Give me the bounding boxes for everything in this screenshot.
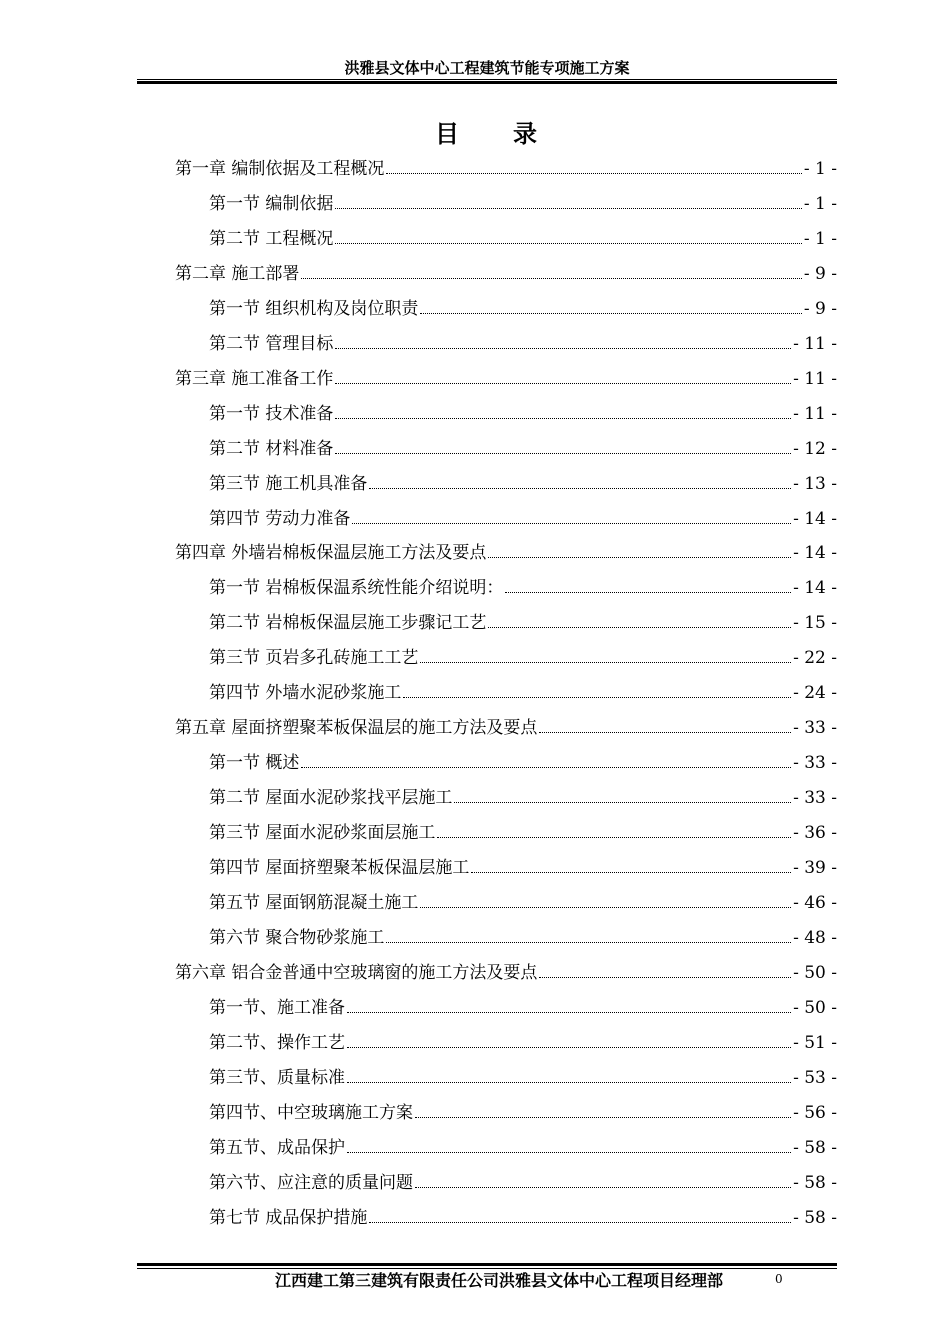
toc-entry-page: - 56 - (793, 1103, 837, 1123)
toc-entry-label: 第二节 工程概况 (209, 229, 334, 249)
toc-entry-page: - 33 - (793, 788, 837, 808)
header-rule-thick (137, 81, 837, 84)
toc-dot-leader (335, 347, 791, 349)
toc-entry-page: - 50 - (793, 998, 837, 1018)
toc-entry-label: 第三节 屋面水泥砂浆面层施工 (209, 823, 436, 843)
toc-entry-label: 第一节 组织机构及岗位职责 (209, 299, 419, 319)
toc-entry[interactable] (209, 891, 837, 915)
toc-entry-page: - 9 - (803, 264, 837, 284)
toc-entry[interactable] (209, 751, 837, 775)
toc-entry-label: 第三章 施工准备工作 (175, 369, 334, 389)
toc-entry-page: - 50 - (793, 963, 837, 983)
toc-entry-label: 第一节 编制依据 (209, 194, 334, 214)
toc-entry-page: - 39 - (793, 858, 837, 878)
toc-entry-page: - 46 - (793, 893, 837, 913)
toc-entry[interactable] (209, 297, 837, 321)
document-header-title: 洪雅县文体中心工程建筑节能专项施工方案 (344, 59, 630, 77)
toc-entry-page: - 53 - (793, 1068, 837, 1088)
toc-entry[interactable] (209, 402, 837, 426)
toc-entry[interactable] (209, 437, 837, 461)
toc-entry[interactable] (209, 1101, 837, 1125)
footer-rule-thick (137, 1263, 837, 1266)
toc-title-char-2: 录 (513, 120, 539, 148)
toc-entry-label: 第四节 屋面挤塑聚苯板保温层施工 (209, 858, 470, 878)
toc-entry-page: - 15 - (793, 613, 837, 633)
toc-entry-label: 第七节 成品保护措施 (209, 1208, 368, 1228)
toc-entry[interactable] (209, 472, 837, 496)
toc-entry[interactable] (209, 996, 837, 1020)
toc-entry-label: 第六节 聚合物砂浆施工 (209, 928, 385, 948)
toc-entry-label: 第一节 岩棉板保温系统性能介绍说明： (209, 578, 504, 598)
toc-entry[interactable] (209, 192, 837, 216)
toc-entry-page: - 1 - (803, 229, 837, 249)
toc-dot-leader (386, 172, 801, 174)
toc-dot-leader (335, 242, 801, 244)
toc-dot-leader (369, 1221, 791, 1223)
toc-entry[interactable] (209, 681, 837, 705)
toc-entry[interactable] (209, 1066, 837, 1090)
toc-entry[interactable] (209, 926, 837, 950)
toc-entry-page: - 48 - (793, 928, 837, 948)
toc-title-char-1: 目 (435, 120, 461, 148)
toc-dot-leader (488, 626, 791, 628)
toc-entry[interactable] (209, 1206, 837, 1230)
toc-entry-page: - 9 - (803, 299, 837, 319)
toc-entry-page: - 14 - (793, 509, 837, 529)
footer-page-number: 0 (775, 1272, 783, 1286)
toc-dot-leader (437, 836, 791, 838)
toc-entry-page: - 36 - (793, 823, 837, 843)
toc-dot-leader (347, 1081, 791, 1083)
toc-entry-label: 第二节 屋面水泥砂浆找平层施工 (209, 788, 453, 808)
toc-entry-page: - 1 - (803, 159, 837, 179)
toc-entry-page: - 58 - (793, 1173, 837, 1193)
toc-entry-page: - 11 - (793, 404, 837, 424)
toc-entry-label: 第六节、应注意的质量问题 (209, 1173, 413, 1193)
toc-entry-label: 第四节、中空玻璃施工方案 (209, 1103, 413, 1123)
toc-dot-leader (335, 207, 801, 209)
toc-entry[interactable] (209, 821, 837, 845)
toc-dot-leader (420, 906, 791, 908)
toc-entry-label: 第五章 屋面挤塑聚苯板保温层的施工方法及要点 (175, 718, 538, 738)
toc-entry-page: - 12 - (793, 439, 837, 459)
toc-entry-label: 第二章 施工部署 (175, 264, 300, 284)
toc-entry-page: - 58 - (793, 1138, 837, 1158)
footer-company: 江西建工第三建筑有限责任公司洪雅县文体中心工程项目经理部 (275, 1271, 724, 1290)
toc-entry-label: 第一章 编制依据及工程概况 (175, 159, 385, 179)
toc-dot-leader (335, 417, 791, 419)
toc-dot-leader (539, 976, 791, 978)
toc-entry-label: 第二节 管理目标 (209, 334, 334, 354)
toc-dot-leader (335, 382, 791, 384)
toc-entry-label: 第一节、施工准备 (209, 998, 345, 1018)
toc-dot-leader (301, 277, 801, 279)
toc-dot-leader (335, 452, 791, 454)
toc-entry-page: - 11 - (793, 334, 837, 354)
toc-title (137, 114, 837, 149)
toc-entry-page: - 14 - (793, 543, 837, 563)
toc-entry-label: 第五节、成品保护 (209, 1138, 345, 1158)
toc-entry-label: 第四章 外墙岩棉板保温层施工方法及要点 (175, 543, 487, 563)
toc-entry-label: 第六章 铝合金普通中空玻璃窗的施工方法及要点 (175, 963, 538, 983)
toc-entry[interactable] (209, 1171, 837, 1195)
toc-entry-page: - 58 - (793, 1208, 837, 1228)
toc-entry[interactable] (209, 786, 837, 810)
toc-entry[interactable] (175, 541, 837, 565)
toc-entry-page: - 11 - (793, 369, 837, 389)
toc-dot-leader (347, 1046, 791, 1048)
toc-dot-leader (301, 766, 791, 768)
toc-dot-leader (420, 661, 791, 663)
toc-dot-leader (352, 522, 791, 524)
toc-entry-page: - 24 - (793, 683, 837, 703)
toc-entry-label: 第一节 概述 (209, 753, 300, 773)
toc-dot-leader (505, 591, 791, 593)
toc-dot-leader (415, 1186, 791, 1188)
toc-entry-page: - 22 - (793, 648, 837, 668)
toc-entry-label: 第二节 岩棉板保温层施工步骤记工艺 (209, 613, 487, 633)
toc-entry[interactable] (175, 157, 837, 181)
toc-entry[interactable] (209, 646, 837, 670)
toc-entry[interactable] (209, 507, 837, 531)
toc-entry[interactable] (209, 332, 837, 356)
toc-entry-page: - 13 - (793, 474, 837, 494)
toc-dot-leader (415, 1116, 791, 1118)
toc-entry-label: 第一节 技术准备 (209, 404, 334, 424)
toc-entry-label: 第二节 材料准备 (209, 439, 334, 459)
toc-entry-page: - 33 - (793, 753, 837, 773)
toc-entry[interactable] (175, 961, 837, 985)
toc-entry-label: 第三节、质量标准 (209, 1068, 345, 1088)
toc-dot-leader (386, 941, 791, 943)
toc-dot-leader (471, 871, 791, 873)
toc-entry-label: 第四节 劳动力准备 (209, 509, 351, 529)
toc-entry-label: 第四节 外墙水泥砂浆施工 (209, 683, 402, 703)
toc-entry-label: 第三节 页岩多孔砖施工工艺 (209, 648, 419, 668)
toc-entry[interactable] (209, 576, 837, 600)
toc-entry-page: - 1 - (803, 194, 837, 214)
toc-entry[interactable] (209, 611, 837, 635)
toc-dot-leader (369, 487, 791, 489)
toc-dot-leader (403, 696, 791, 698)
toc-dot-leader (454, 801, 791, 803)
toc-dot-leader (488, 556, 791, 558)
toc-entry[interactable] (175, 367, 837, 391)
toc-entry-label: 第五节 屋面钢筋混凝土施工 (209, 893, 419, 913)
toc-entry[interactable] (209, 1136, 837, 1160)
toc-entry[interactable] (209, 227, 837, 251)
toc-entry[interactable] (209, 856, 837, 880)
toc-entry-label: 第二节、操作工艺 (209, 1033, 345, 1053)
toc-dot-leader (347, 1151, 791, 1153)
toc-dot-leader (420, 312, 801, 314)
toc-dot-leader (347, 1011, 791, 1013)
toc-entry-label: 第三节 施工机具准备 (209, 474, 368, 494)
toc-entry[interactable] (175, 716, 837, 740)
toc-entry-page: - 33 - (793, 718, 837, 738)
toc-entry-page: - 14 - (793, 578, 837, 598)
toc-entry-page: - 51 - (793, 1033, 837, 1053)
toc-entry[interactable] (209, 1031, 837, 1055)
toc-dot-leader (539, 731, 791, 733)
toc-entry[interactable] (175, 262, 837, 286)
header-rule-thin (137, 79, 837, 80)
